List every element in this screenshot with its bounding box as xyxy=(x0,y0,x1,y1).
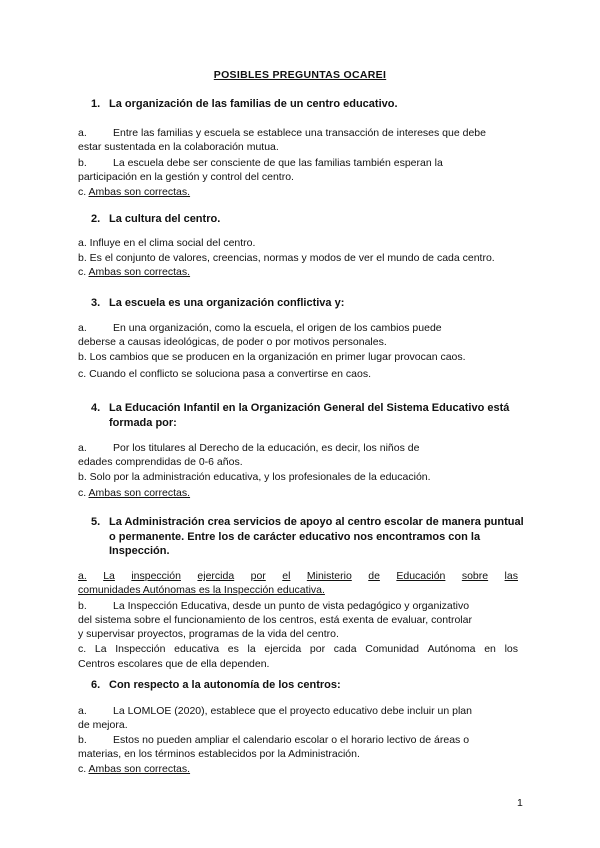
option-label: c. xyxy=(78,186,87,198)
option-word: Ministerio xyxy=(306,570,352,582)
option-b xyxy=(78,733,469,747)
option-word: la xyxy=(247,643,256,655)
option-b-cont: materias, en los términos establecidos por la Administración. xyxy=(78,748,360,760)
option-label: a. xyxy=(78,442,87,454)
option-word: La xyxy=(103,570,115,582)
option-c-justified-line xyxy=(78,642,518,656)
option-text: Entre las familias y escuela se establece una transacción de intereses que debe xyxy=(113,127,486,139)
option-b-cont: participación en la gestión y control del centro. xyxy=(78,171,294,183)
option-c xyxy=(78,642,518,656)
question-text: La Educación Infantil en la Organización General del Sistema Educativo está formada por: xyxy=(109,402,510,429)
option-label: c. xyxy=(78,266,87,278)
option-c xyxy=(78,762,190,776)
option-word: inspección xyxy=(131,570,181,582)
option-word: el xyxy=(282,570,291,582)
option-word: educativa xyxy=(174,643,220,655)
option-b xyxy=(78,599,469,613)
option-word: por xyxy=(309,643,326,655)
document-title: POSIBLES PREGUNTAS OCAREI xyxy=(213,69,387,81)
option-word: por xyxy=(250,570,266,582)
option-word: Comunidad xyxy=(365,643,419,655)
option-b: b. Solo por la administración educativa, y los profesionales de la educación. xyxy=(78,471,431,483)
option-label: a. xyxy=(78,127,87,139)
option-word: Educación xyxy=(396,570,446,582)
option-word: las xyxy=(504,570,518,582)
option-a-cont: de mejora. xyxy=(78,719,128,731)
question-2 xyxy=(91,212,531,227)
option-a-justified-line xyxy=(78,569,518,583)
option-label: b. xyxy=(78,157,87,169)
question-text: La escuela es una organización conflictiva y: xyxy=(109,297,345,309)
question-text: Con respecto a la autonomía de los centros: xyxy=(109,679,341,691)
option-c xyxy=(78,486,190,500)
option-word: La xyxy=(94,643,107,655)
question-text: La organización de las familias de un centro educativo. xyxy=(109,98,398,110)
option-text: Ambas son correctas. xyxy=(88,266,191,278)
option-label: a. xyxy=(78,322,87,334)
question-5 xyxy=(91,515,531,559)
option-b: b. Es el conjunto de valores, creencias, normas y modos de ver el mundo de cada centro. xyxy=(78,252,495,264)
option-text: Ambas son correctas. xyxy=(88,186,191,198)
question-1 xyxy=(91,97,531,112)
page-number: 1 xyxy=(517,797,523,809)
question-number: 6. xyxy=(91,679,101,691)
option-text: La Inspección Educativa, desde un punto de vista pedagógico y organizativo xyxy=(113,600,470,612)
option-word: de xyxy=(368,570,380,582)
option-a xyxy=(78,704,472,718)
question-number: 5. xyxy=(91,516,101,528)
option-text: Por los titulares al Derecho de la educación, es decir, los niños de xyxy=(113,442,420,454)
question-6 xyxy=(91,678,531,693)
option-a-cont: estar sustentada en la colaboración mutua. xyxy=(78,141,279,153)
option-word: Inspección xyxy=(115,643,166,655)
option-text: La LOMLOE (2020), establece que el proyecto educativo debe incluir un plan xyxy=(113,705,472,717)
question-number: 1. xyxy=(91,98,101,110)
option-c-cont: Centros escolares que de ella dependen. xyxy=(78,658,270,670)
option-word: sobre xyxy=(461,570,489,582)
option-label: a. xyxy=(78,705,87,717)
option-text: La escuela debe ser consciente de que las familias también esperan la xyxy=(113,157,443,169)
option-a-cont: deberse a causas ideológicas, de poder o por motivos personales. xyxy=(78,336,387,348)
option-label: b. xyxy=(78,600,87,612)
option-a-cont: edades comprendidas de 0-6 años. xyxy=(78,456,243,468)
option-c xyxy=(78,265,190,279)
option-label: a. xyxy=(78,570,87,582)
option-c: c. Cuando el conflicto se soluciona pasa a convertirse en caos. xyxy=(78,368,372,380)
option-text: En una organización, como la escuela, el origen de los cambios puede xyxy=(113,322,442,334)
option-b xyxy=(78,156,443,170)
option-word: ejercida xyxy=(197,570,235,582)
option-word: cada xyxy=(333,643,357,655)
option-label: c. xyxy=(78,763,87,775)
option-b-cont: del sistema sobre el funcionamiento de los centros, está exenta de evaluar, controlar xyxy=(78,614,472,626)
option-word: Autónoma xyxy=(427,643,476,655)
option-a xyxy=(78,441,419,455)
option-label: b. xyxy=(78,734,87,746)
option-label: c. xyxy=(78,487,87,499)
option-word: es xyxy=(227,643,239,655)
option-text: Ambas son correctas. xyxy=(88,487,191,499)
question-4 xyxy=(91,401,531,430)
option-text: Estos no pueden ampliar el calendario escolar o el horario lectivo de áreas o xyxy=(113,734,470,746)
question-number: 4. xyxy=(91,402,101,414)
option-a xyxy=(78,126,486,140)
question-text: La cultura del centro. xyxy=(109,213,221,225)
option-b: b. Los cambios que se producen en la organización en primer lugar provocan caos. xyxy=(78,351,466,363)
option-c xyxy=(78,185,190,199)
option-text: Ambas son correctas. xyxy=(88,763,191,775)
option-a xyxy=(78,569,518,583)
question-number: 3. xyxy=(91,297,101,309)
option-a xyxy=(78,321,442,335)
question-text: La Administración crea servicios de apoyo al centro escolar de manera puntual o permanente. Entre los de carácter educativo nos encontramos con la Inspección. xyxy=(109,516,524,557)
option-label: c. xyxy=(78,643,87,655)
option-a-cont: comunidades Autónomas es la Inspección educativa. xyxy=(78,584,325,596)
option-word: ejercida xyxy=(264,643,302,655)
option-a: a. Influye en el clima social del centro. xyxy=(78,237,256,249)
question-3 xyxy=(91,296,531,311)
question-number: 2. xyxy=(91,213,101,225)
option-b-cont: y supervisar proyectos, programas de la vida del centro. xyxy=(78,628,339,640)
option-word: en xyxy=(484,643,496,655)
option-word: los xyxy=(504,643,518,655)
